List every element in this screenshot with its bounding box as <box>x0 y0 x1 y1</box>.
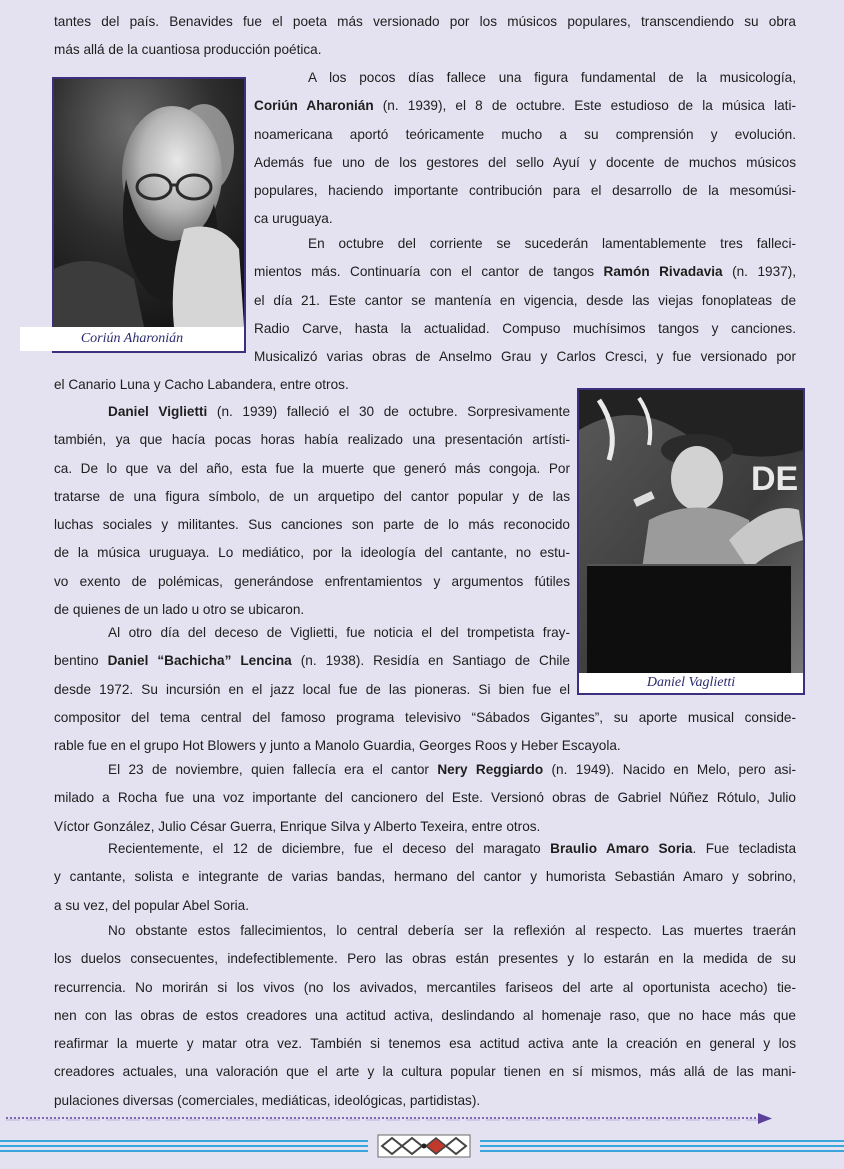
arrow-head-icon <box>758 1113 772 1124</box>
text-line: de quienes de un lado u otro se ubicaron. <box>54 602 305 618</box>
text-line: a su vez, del popular Abel Soria. <box>54 897 249 913</box>
text-line: mientos más. Continuaría con el cantor de tangos Ramón Rivadavia (n. 1937), <box>254 264 796 280</box>
text-line: los duelos consecuentes, indefectiblemente. Pero las obras están presentes y lo estarán en la medida de su <box>54 951 796 967</box>
dotted-arrow-divider <box>0 1110 844 1126</box>
text-line: de la música uruguaya. Lo mediático, por la ideología del cantante, no estu- <box>54 545 570 561</box>
text-line: En octubre del corriente se sucederán lamentablemente tres falleci- <box>308 236 796 251</box>
person-name: Coriún Aharonián <box>254 98 374 114</box>
figure-caption: Coriún Aharonián <box>20 327 244 351</box>
text-line: creadores actuales, una valoración que el arte y la cultura popular tienen en sí mismos, más allá de las mani- <box>54 1064 796 1080</box>
text-line: Radio Carve, hasta la actualidad. Compuso muchísimos tangos y canciones. <box>254 320 796 336</box>
text-line: ca uruguaya. <box>254 211 333 227</box>
person-name: Braulio Amaro Soria <box>550 841 693 856</box>
text-line: pulaciones diversas (comerciales, mediáticas, ideológicas, partidistas). <box>54 1092 481 1108</box>
figure-caption: Daniel Vaglietti <box>579 673 803 693</box>
text-line: tratarse de una figura símbolo, de un arquetipo del cantor popular y de las <box>54 488 570 504</box>
singer-photo-icon <box>579 390 803 673</box>
paragraph-soria <box>54 835 796 920</box>
text-line: milado a Rocha fue una voz importante del cancionero del Este. Versionó obras de Gabriel Núñez Rótulo, Julio <box>54 790 796 806</box>
person-name: Daniel “Bachicha” Lencina <box>107 653 292 669</box>
text-line: más allá de la cuantiosa producción poética. <box>54 42 322 58</box>
text-line: recurrencia. No morirán si los vivos (no los avivados, mercantiles fariseos del arte al oportunista acecho) tie- <box>54 979 796 995</box>
text-line: luchas sociales y militantes. Sus canciones son parte de lo más reconocido <box>54 517 570 533</box>
paragraph-intro-continuation <box>54 8 796 65</box>
text-line: el Canario Luna y Cacho Labandera, entre otros. <box>54 377 349 392</box>
text-line: Víctor González, Julio César Guerra, Enrique Silva y Alberto Texeira, entre otros. <box>54 818 541 834</box>
singer-photo-icon <box>579 390 803 673</box>
text-line: tantes del país. Benavides fue el poeta más versionado por los músicos populares, transcendiendo su obra <box>54 14 796 29</box>
paragraph-lencina-end <box>54 704 796 761</box>
paragraph-viglietti <box>54 398 570 624</box>
portrait-photo-icon <box>54 79 244 327</box>
text-line: populares, haciendo importante contribución para el desarrollo de la mesomúsi- <box>254 183 796 199</box>
paragraph-aharonian <box>254 64 796 234</box>
person-name: Daniel Viglietti <box>108 404 208 419</box>
text-line: nen con las obras de estos creadores una actitud activa, deslindando al homenaje raso, que no hace más que <box>54 1007 796 1023</box>
text-line: Además fue uno de los gestores del sello Ayuí y docente de muchos músicos <box>254 154 796 170</box>
footer-ornament-rule <box>0 1134 844 1160</box>
paragraph-reggiardo <box>54 756 796 841</box>
text-line: Recientemente, el 12 de diciembre, fue el deceso del maragato Braulio Amaro Soria. Fue tecladista <box>108 841 797 856</box>
text-line: bentino Daniel “Bachicha” Lencina (n. 1938). Residía en Santiago de Chile <box>54 653 570 669</box>
paragraph-lencina <box>54 619 570 704</box>
text-line: y cantante, solista e integrante de varias bandas, hermano del cantor y humorista Sebastián Amaro y sobrino, <box>54 869 796 885</box>
text-line: Al otro día del deceso de Viglietti, fue noticia el del trompetista fray- <box>108 625 570 640</box>
text-line: el día 21. Este cantor se mantenía en vigencia, desde las viejas fonoplateas de <box>254 292 796 308</box>
text-line: desde 1972. Su incursión en el jazz local fue de las pioneras. Si bien fue el <box>54 681 570 697</box>
text-line: reafirmar la muerte y matar otra vez. También si tenemos esa actitud activa ante la creación en general y los <box>54 1036 796 1052</box>
text-line: No obstante estos fallecimientos, lo central debería ser la reflexión al respecto. Las muertes traerán <box>108 923 796 938</box>
paragraph-rivadavia <box>254 230 796 371</box>
text-line: ca. De lo que va del año, esta fue la muerte que generó más congoja. Por <box>54 460 570 476</box>
text-line: vo exento de polémicas, generándose enfrentamientos y argumentos fútiles <box>54 573 570 589</box>
text-line: Coriún Aharonián (n. 1939), el 8 de octubre. Este estudioso de la música lati- <box>254 98 796 114</box>
text-line: Musicalizó varias obras de Anselmo Grau y Carlos Cresci, y fue versionado por <box>254 349 796 365</box>
svg-text:DE: DE <box>751 460 799 498</box>
text-line: noamericana aportó teóricamente mucho a su comprensión y evolución. <box>254 126 796 142</box>
diamond-ornament-icon <box>378 1135 470 1157</box>
photo-frame-viglietti <box>577 388 805 695</box>
text-line: Daniel Viglietti (n. 1939) falleció el 30 de octubre. Sorpresivamente <box>108 404 570 419</box>
text-line: compositor del tema central del famoso programa televisivo “Sábados Gigantes”, su aporte musical conside- <box>54 710 796 725</box>
text-line: El 23 de noviembre, quien fallecía era el cantor Nery Reggiardo (n. 1949). Nacido en Melo, pero asi- <box>108 762 796 777</box>
person-name: Ramón Rivadavia <box>603 264 723 280</box>
text-line: también, ya que hacía pocas horas había realizado una presentación artísti- <box>54 432 570 448</box>
text-line: rable fue en el grupo Hot Blowers y junto a Manolo Guardia, Georges Roos y Heber Escayola. <box>54 738 621 754</box>
photo-frame-aharonian <box>52 77 246 353</box>
paragraph-reflection <box>54 917 796 1115</box>
text-line: A los pocos días fallece una figura fundamental de la musicología, <box>308 70 796 85</box>
person-name: Nery Reggiardo <box>437 762 544 777</box>
portrait-photo-icon <box>54 79 244 327</box>
